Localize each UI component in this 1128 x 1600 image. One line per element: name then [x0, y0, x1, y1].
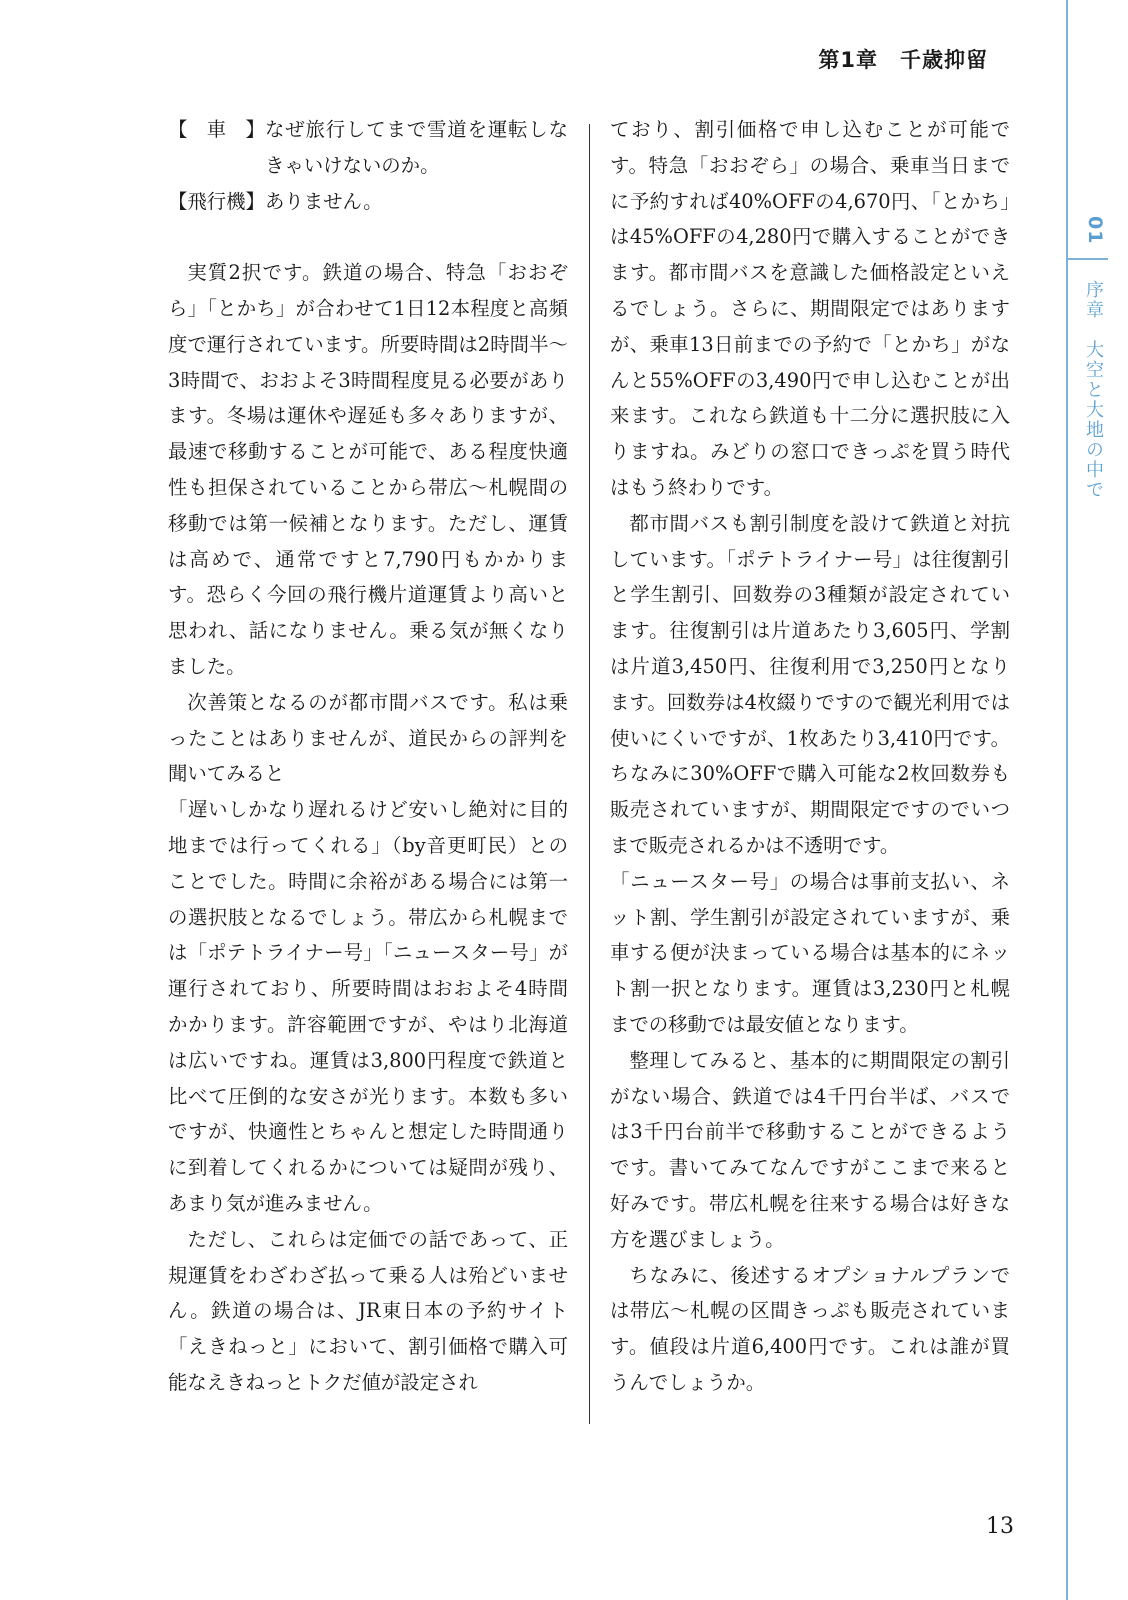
paragraph: 整理してみると、基本的に期間限定の割引がない場合、鉄道では4千円台半ば、バスでは3千円台前半で移動することができるようです。書いてみてなんですがここまで来ると好みです。帯広札幌を往来する場合は好きな方を選びましょう。: [610, 1048, 1010, 1251]
sidebar-rule: [1066, 0, 1068, 1600]
sidebar-section-title: 序章 大空と大地の中で: [1083, 280, 1104, 500]
running-header: [818, 44, 988, 74]
paragraph: 「ニュースター号」の場合は事前支払い、ネット割、学生割引が設定されていますが、乗車する便が決まっている場合は基本的にネット割一択となります。運賃は3,230円と札幌までの移動では最安値となります。: [610, 869, 1010, 1036]
qa-label: 【飛行機】: [168, 189, 265, 213]
paragraph: 「遅いしかなり遅れるけど安いし絶対に目的地までは行ってくれる」（by音更町民）とのことでした。時間に余裕がある場合には第一の選択肢となるでしょう。帯広から札幌までは「ポテトライナー号」「ニュースター号」が運行されており、所要時間はおおよそ4時間かかります。許容範囲ですが、やはり北海道は広いですね。運賃は3,800円程度で鉄道と比べて圧倒的な安さが光ります。本数も多いですが、快適性とちゃんと想定した時間通りに到着してくれるかについては疑問が残り、あまり気が進みません。: [168, 798, 568, 1215]
paragraph: ただし、これらは定価での話であって、正規運賃をわざわざ払って乗る人は殆どいません。鉄道の場合は、JR東日本の予約サイト「えきねっと」において、割引価格で購入可能なえきねっとトクだ値が設定され: [168, 1227, 568, 1394]
qa-text: ありません。: [264, 189, 383, 213]
chapter-title: 千歳抑留: [900, 48, 988, 72]
sidebar-chapter-number: 01: [1084, 216, 1106, 245]
column-divider: [589, 124, 590, 1424]
page-number: 13: [986, 1514, 1014, 1539]
left-column: [168, 112, 568, 1401]
right-column: [610, 112, 1010, 1401]
qa-text: なぜ旅行してまで雪道を運転しなきゃいけないのか。: [264, 118, 568, 177]
chapter-label: 第1章: [818, 48, 878, 72]
qa-label: 【 車 】: [168, 118, 265, 141]
sidebar-separator: [1068, 258, 1108, 260]
paragraph: 都市間バスも割引制度を設けて鉄道と対抗しています。「ポテトライナー号」は往復割引と学生割引、回数券の3種類が設定されています。往復割引は片道あたり3,605円、学割は片道3,450円、往復利用で3,250円となります。回数券は4枚綴りですので観光利用では使いにくいですが、1枚あたり3,410円です。ちなみに30%OFFで購入可能な2枚回数券も販売されていますが、期間限定ですのでいつまで販売されるかは不透明です。: [610, 511, 1010, 857]
qa-row-car: [168, 112, 568, 184]
paragraph: 次善策となるのが都市間バスです。私は乗ったことはありませんが、道民からの評判を聞いてみると: [168, 690, 568, 786]
blank-line: [168, 219, 568, 255]
paragraph: ちなみに、後述するオプショナルプランでは帯広～札幌の区間きっぷも販売されています。値段は片道6,400円です。これは誰が買うんでしょうか。: [610, 1263, 1010, 1394]
qa-row-plane: [168, 184, 568, 220]
paragraph: 実質2択です。鉄道の場合、特急「おおぞら」「とかち」が合わせて1日12本程度と高頻度で運行されています。所要時間は2時間半～3時間で、おおよそ3時間程度見る必要があります。冬場は運休や遅延も多々ありますが、最速で移動することが可能で、ある程度快適性も担保されていることから帯広～札幌間の移動では第一候補となります。ただし、運賃は高めで、通常ですと7,790円もかかります。恐らく今回の飛行機片道運賃より高いと思われ、話になりません。乗る気が無くなりました。: [168, 261, 568, 678]
paragraph: ており、割引価格で申し込むことが可能です。特急「おおぞら」の場合、乗車当日までに予約すれば40%OFFの4,670円、「とかち」は45%OFFの4,280円で購入することができます。都市間バスを意識した価格設定といえるでしょう。さらに、期間限定ではありますが、乗車13日前までの予約で「とかち」がなんと55%OFFの3,490円で申し込むことが出来ます。これなら鉄道も十二分に選択肢に入りますね。みどりの窓口できっぷを買う時代はもう終わりです。: [610, 118, 1010, 499]
